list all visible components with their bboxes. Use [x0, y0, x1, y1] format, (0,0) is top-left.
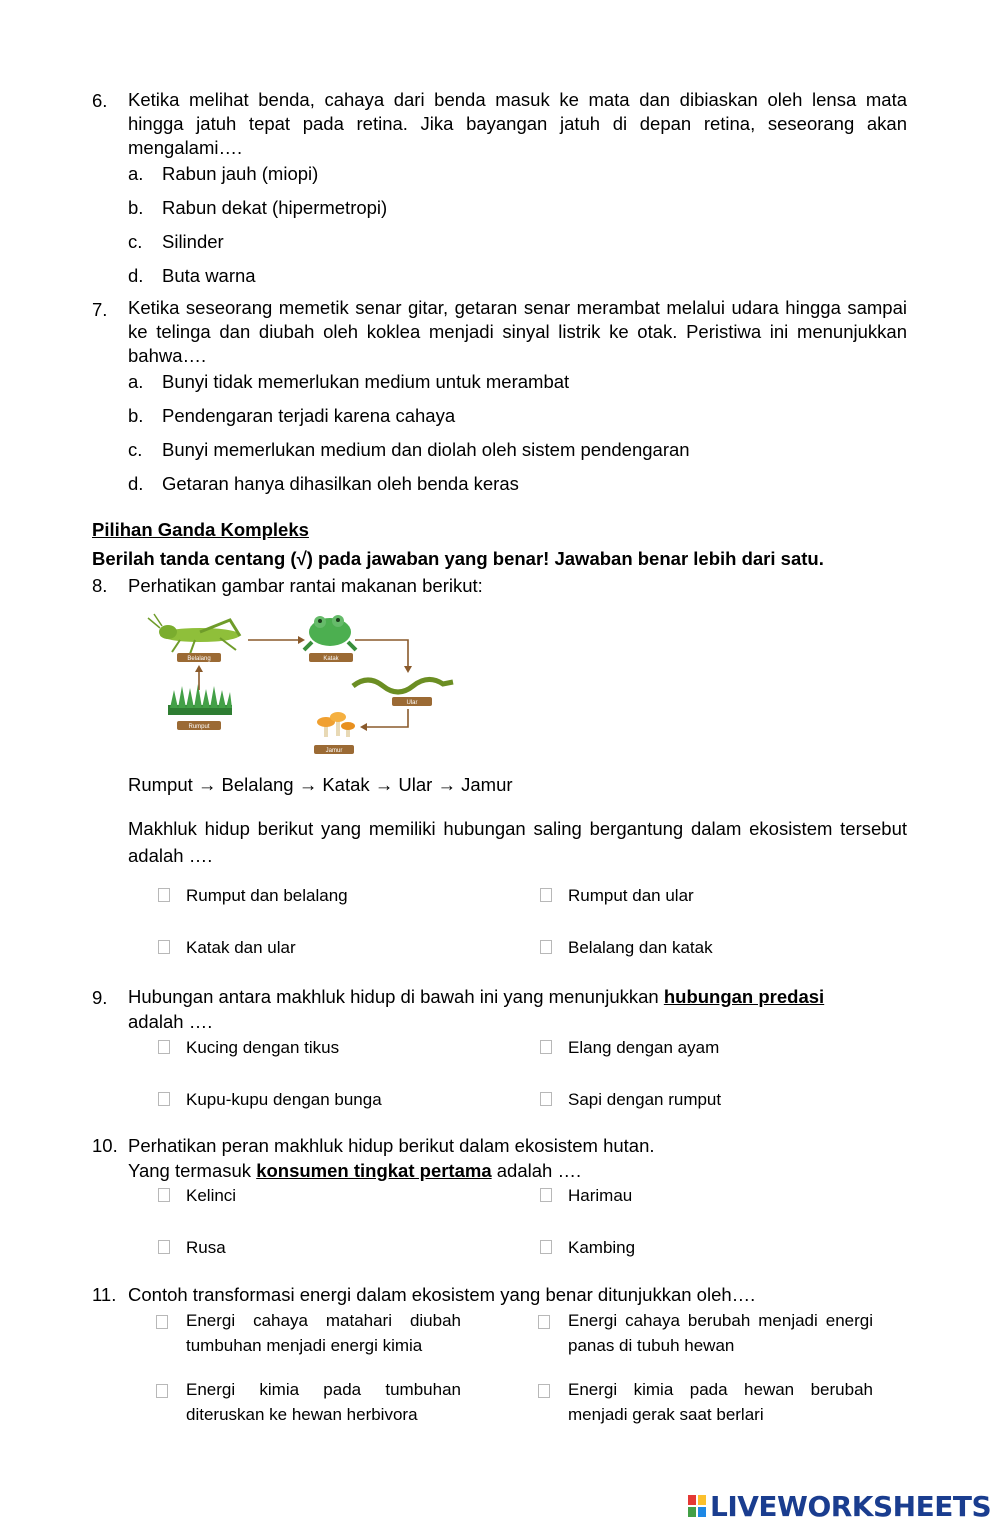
q6-text: Ketika melihat benda, cahaya dari benda masuk ke mata dan dibiaskan oleh lensa mata hingga jatuh tepat pada retina. Jika bayangan jatuh di depan retina, seseorang akan mengalami…. — [128, 89, 907, 158]
checkbox[interactable] — [540, 1240, 552, 1254]
label-ular: Ular — [406, 700, 418, 706]
q9-option-1[interactable]: Kucing dengan tikus — [158, 1036, 339, 1060]
checkbox[interactable] — [540, 1092, 552, 1106]
q11-option-4[interactable]: Energi kimia pada hewan berubah menjadi gerak saat berlari — [538, 1377, 873, 1427]
q11-number: 11. — [92, 1284, 117, 1305]
q6-option-a[interactable]: a. Rabun jauh (miopi) — [128, 163, 319, 184]
checkbox[interactable] — [158, 940, 170, 954]
q9-option-4[interactable]: Sapi dengan rumput — [540, 1088, 721, 1112]
checkbox[interactable] — [158, 1240, 170, 1254]
grass-icon — [168, 684, 232, 715]
snake-icon — [353, 679, 453, 692]
q8-option-2[interactable]: Rumput dan ular — [540, 884, 694, 908]
grasshopper-icon — [148, 614, 240, 654]
q6-option-c[interactable]: c. Silinder — [128, 231, 224, 252]
q10-option-2[interactable]: Harimau — [540, 1184, 632, 1208]
q11-option-1[interactable]: Energi cahaya matahari diubah tumbuhan menjadi energi kimia — [156, 1308, 461, 1358]
checkbox[interactable] — [538, 1315, 550, 1329]
q7-text: Ketika seseorang memetik senar gitar, getaran senar merambat melalui udara hingga sampai ke telinga dan diubah oleh koklea menjadi sinyal listrik ke otak. Peristiwa ini menunjukkan bahwa…. — [128, 297, 907, 366]
instruction: Berilah tanda centang (√) pada jawaban yang benar! Jawaban benar lebih dari satu. — [92, 548, 824, 569]
q10-option-1[interactable]: Kelinci — [158, 1184, 236, 1208]
arrow-katak-ular — [355, 640, 408, 666]
mushroom-icon — [317, 712, 355, 737]
label-belalang: Belalang — [187, 656, 211, 662]
checkbox[interactable] — [158, 1188, 170, 1202]
q6-option-b[interactable]: b. Rabun dekat (hipermetropi) — [128, 197, 388, 218]
q7-option-b[interactable]: b. Pendengaran terjadi karena cahaya — [128, 405, 456, 426]
q8-text: Perhatikan gambar rantai makanan berikut: — [128, 575, 483, 596]
q7-option-a[interactable]: a. Bunyi tidak memerlukan medium untuk merambat — [128, 371, 570, 392]
q9-option-2[interactable]: Elang dengan ayam — [540, 1036, 719, 1060]
label-katak: Katak — [323, 656, 339, 662]
section-title: Pilihan Ganda Kompleks — [92, 519, 309, 540]
q8-question: Makhluk hidup berikut yang memiliki hubungan saling bergantung dalam ekosistem tersebut adalah …. — [128, 818, 907, 866]
q9-option-3[interactable]: Kupu-kupu dengan bunga — [158, 1088, 382, 1112]
q11-option-2[interactable]: Energi cahaya berubah menjadi energi panas di tubuh hewan — [538, 1308, 873, 1358]
checkbox[interactable] — [158, 888, 170, 902]
q11-text: Contoh transformasi energi dalam ekosistem yang benar ditunjukkan oleh…. — [128, 1284, 756, 1305]
q7-number: 7. — [92, 299, 108, 320]
checkbox[interactable] — [156, 1315, 168, 1329]
q9-text: Hubungan antara makhluk hidup di bawah ini yang menunjukkan hubungan predasi — [128, 986, 825, 1007]
arrow-ular-jamur — [367, 709, 408, 727]
checkbox[interactable] — [158, 1092, 170, 1106]
q8-number: 8. — [92, 575, 108, 596]
q10-option-3[interactable]: Rusa — [158, 1236, 226, 1260]
q6-option-d[interactable]: d. Buta warna — [128, 265, 256, 286]
q6-number: 6. — [92, 90, 108, 111]
q10-line2: Yang termasuk konsumen tingkat pertama adalah …. — [128, 1160, 582, 1181]
liveworksheets-brand: LIVEWORKSHEETS — [710, 1489, 992, 1523]
q9-text-end: adalah …. — [128, 1011, 213, 1032]
checkbox[interactable] — [540, 888, 552, 902]
q8-option-3[interactable]: Katak dan ular — [158, 936, 296, 960]
q10-line1: Perhatikan peran makhluk hidup berikut dalam ekosistem hutan. — [128, 1135, 655, 1156]
label-jamur: Jamur — [325, 748, 343, 754]
q7-option-d[interactable]: d. Getaran hanya dihasilkan oleh benda keras — [128, 473, 519, 494]
label-rumput: Rumput — [188, 724, 210, 730]
q8-option-4[interactable]: Belalang dan katak — [540, 936, 713, 960]
checkbox[interactable] — [538, 1384, 550, 1398]
q9-number: 9. — [92, 987, 108, 1008]
checkbox[interactable] — [540, 940, 552, 954]
checkbox[interactable] — [156, 1384, 168, 1398]
checkbox[interactable] — [540, 1040, 552, 1054]
q7-option-c[interactable]: c. Bunyi memerlukan medium dan diolah oleh sistem pendengaran — [128, 439, 690, 460]
q10-number: 10. — [92, 1135, 118, 1156]
liveworksheets-logo — [688, 1488, 991, 1524]
q8-chain: Rumput → Belalang → Katak → Ular → Jamur — [128, 774, 513, 795]
q11-option-3[interactable]: Energi kimia pada tumbuhan diteruskan ke hewan herbivora — [156, 1377, 461, 1427]
checkbox[interactable] — [540, 1188, 552, 1202]
frog-icon — [304, 615, 356, 650]
q8-option-1[interactable]: Rumput dan belalang — [158, 884, 348, 908]
food-chain-diagram — [140, 610, 470, 760]
q10-option-4[interactable]: Kambing — [540, 1236, 635, 1260]
liveworksheets-logo-icon — [688, 1495, 706, 1517]
checkbox[interactable] — [158, 1040, 170, 1054]
